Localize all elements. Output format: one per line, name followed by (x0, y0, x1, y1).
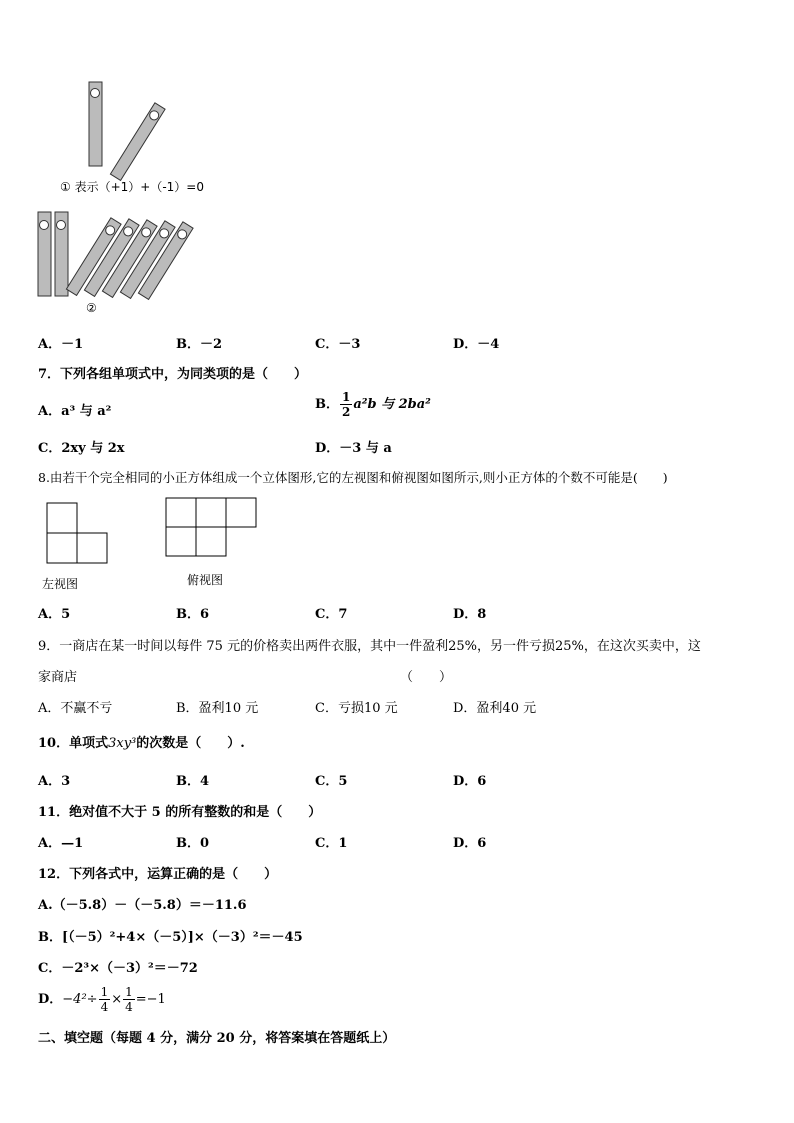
q11-option-b: B．0 (176, 836, 210, 851)
q12-option-a: A.（－5.8）－（－5.8）＝－11.6 (38, 898, 247, 913)
q12-option-c: C．－2³×（－3）²＝－72 (38, 961, 198, 976)
q11-option-a: A．—1 (38, 836, 84, 851)
q9-line1: 9．一商店在某一时间以每件 75 元的价格卖出两件衣服，其中一件盈利25%，另一件亏损25%，在这次买卖中，这 (38, 639, 701, 654)
fraction (99, 985, 111, 1014)
q6-option-a: A．－1 (38, 337, 84, 352)
q10-expression: 3xy³ (108, 736, 137, 751)
q8-option-b: B．6 (176, 607, 210, 622)
numerator: 1 (342, 390, 351, 404)
q9-paren: （ ） (400, 670, 453, 685)
q7-stem: 7．下列各组单项式中，为同类项的是（ ） (38, 367, 308, 382)
q8-option-a: A．5 (38, 607, 71, 622)
q8-stem: 8.由若干个完全相同的小正方体组成一个立体图形,它的左视图和俯视图如图所示,则小正方体的个数不可能是( ) (38, 470, 668, 485)
left-view-label: 左视图 (42, 577, 79, 591)
denominator: 4 (125, 1000, 133, 1014)
q10-option-c: C．5 (315, 774, 348, 789)
q8-option-d: D．8 (453, 607, 487, 622)
q6-option-c: C．－3 (315, 337, 361, 352)
q12-d-a: −4²÷ (62, 992, 98, 1007)
q7-b-rest: a²b 与 2ba² (353, 397, 431, 412)
figure-label-2: ② (86, 301, 97, 315)
q9-option-a: A．不赢不亏 (38, 701, 113, 716)
q10-option-d: D．6 (453, 774, 487, 789)
top-view-label: 俯视图 (187, 573, 224, 587)
q12-option-d (38, 985, 166, 1014)
q9-line2: 家商店 (38, 670, 78, 685)
q9-option-d: D．盈利40 元 (453, 701, 537, 716)
q10-stem (38, 732, 245, 751)
q10-stem-a: 10．单项式 (38, 736, 109, 751)
q7-option-c: C．2xy 与 2x (38, 441, 125, 456)
q10-stem-b: 的次数是（ ）. (136, 736, 245, 751)
q12-option-b: B．[（－5）²+4×（－5）]×（－3）²＝－45 (38, 930, 303, 945)
q10-option-b: B．4 (176, 774, 210, 789)
figure-label-1: ① 表示（+1）+（-1）=0 (60, 180, 204, 194)
q6-option-b: B．－2 (176, 337, 223, 352)
q7-b-prefix: B． (315, 397, 339, 412)
q11-stem: 11．绝对值不大于 5 的所有整数的和是（ ） (38, 805, 322, 820)
q12-d-end: =−1 (135, 992, 166, 1007)
q12-stem: 12．下列各式中，运算正确的是（ ） (38, 867, 278, 882)
q7-option-d: D．－3 与 a (315, 441, 392, 456)
q9-option-b: B．盈利10 元 (176, 701, 259, 716)
section-heading: 二、填空题（每题 4 分，满分 20 分，将答案填在答题纸上） (38, 1031, 396, 1046)
fraction (123, 985, 135, 1014)
denominator: 4 (100, 1000, 109, 1014)
q7-option-a: A．a³ 与 a² (38, 404, 112, 419)
q12-d-mid: × (111, 992, 123, 1007)
q11-option-c: C．1 (315, 836, 348, 851)
q12-d-prefix: D． (38, 992, 63, 1007)
numerator: 1 (125, 985, 133, 999)
denominator: 2 (342, 405, 351, 419)
q8-option-c: C．7 (315, 607, 348, 622)
q9-option-c: C．亏损10 元 (315, 701, 398, 716)
q6-option-d: D．－4 (453, 337, 500, 352)
q10-option-a: A．3 (38, 774, 71, 789)
q11-option-d: D．6 (453, 836, 487, 851)
numerator: 1 (100, 985, 109, 999)
